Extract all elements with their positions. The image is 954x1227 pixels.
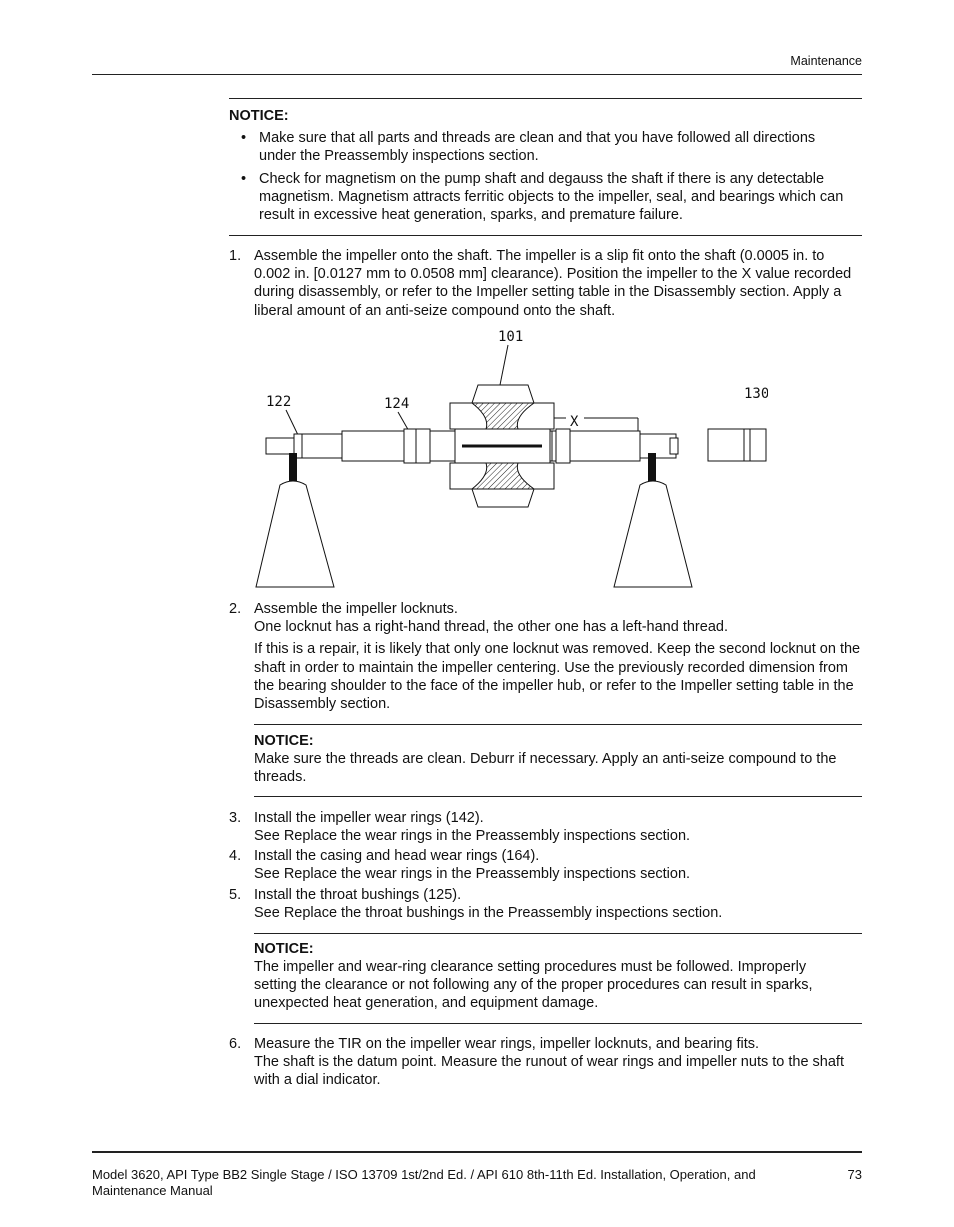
step-1 [229,247,863,320]
step-number: 6. [229,1036,242,1052]
notice-bullet-text: Make sure that all parts and threads are clean and that you have followed all directions under the Preassembly inspections section. [259,130,816,165]
notice-bullet-text: Check for magnetism on the pump shaft and degauss the shaft if there is any detectable magnetism. Magnetism attracts ferritic objects to the impeller, seal, and bearings which can result in excessive heat generation, sparks, and premature failure. [259,171,844,224]
notice-rule-top [254,933,862,934]
page-number: 73 [847,1167,862,1182]
step-number: 1. [229,248,242,264]
section-header: Maintenance [790,54,862,68]
step-text: The shaft is the datum point. Measure the runout of wear rings and impeller nuts to the shaft with a dial indicator. [254,1054,844,1089]
step-text: Install the throat bushings (125). [254,887,462,903]
notice-rule-top [254,724,862,725]
step-text: Install the casing and head wear rings (164). [254,848,540,864]
notice-title: NOTICE: [229,108,289,124]
step-number: 5. [229,887,242,903]
label-124: 124 [384,396,410,412]
footer-title: Model 3620, API Type BB2 Single Stage / ISO 13709 1st/2nd Ed. / API 610 8th-11th Ed. Installation, Operation, and Maintenance Manual [92,1167,756,1198]
step-text: Install the impeller wear rings (142). [254,810,484,826]
step-2 [229,600,863,713]
impeller-shaft-figure [250,325,775,593]
step-text: See Replace the wear rings in the Preassembly inspections section. [254,866,691,883]
header-rule [92,74,862,75]
notice-rule-top [229,98,862,99]
step-text: See Replace the throat bushings in the Preassembly inspections section. [254,905,723,922]
label-122: 122 [266,394,292,410]
dimension-x-label: X [570,414,579,430]
notice-bullet: • Check for magnetism on the pump shaft and degauss the shaft if there is any detectable magnetism. Magnetism attracts ferritic objects to the impeller, seal, and bearings which can result in excessive heat generation, sparks, and premature failure. [241,170,853,225]
step-number: 2. [229,601,242,617]
step-text: See Replace the wear rings in the Preassembly inspections section. [254,828,691,845]
step-text: Assemble the impeller onto the shaft. The impeller is a slip fit onto the shaft (0.0005 in. to 0.002 in. [0.0127 mm to 0.0508 mm] clearance). Position the impeller to the X value recorded during disassembly, or refer to the Impeller setting table in the Disassembly section. Apply a liberal amount of an anti-seize compound onto the shaft. [254,248,852,319]
step-number: 3. [229,810,242,826]
step-4 [229,847,863,883]
step-text: One locknut has a right-hand thread, the other one has a left-hand thread. [254,619,728,636]
step-number: 4. [229,848,242,864]
label-101: 101 [498,329,524,345]
footer-rule [92,1151,862,1153]
notice-rule-bottom [254,796,862,797]
step-text: If this is a repair, it is likely that only one locknut was removed. Keep the second locknut on the shaft in order to maintain the impeller centering. Use the previously recorded dimension from the bearing shoulder to the face of the impeller hub, or refer to the Impeller setting table in the Disassembly section. [254,641,861,713]
notice-rule-bottom [229,235,862,236]
notice-rule-bottom [254,1023,862,1024]
notice-title: NOTICE: [254,733,314,749]
label-130: 130 [744,386,770,402]
notice-title: NOTICE: [254,941,314,957]
step-text: Assemble the impeller locknuts. [254,601,458,617]
notice-bullet: • Make sure that all parts and threads are clean and that you have followed all directions under the Preassembly inspections section. [241,129,853,165]
notice-text: Make sure the threads are clean. Deburr if necessary. Apply an anti-seize compound to the threads. [254,751,837,786]
notice-text: The impeller and wear-ring clearance setting procedures must be followed. Improperly setting the clearance or not following any of the proper procedures can result in sparks, unexpected heat generation, and equipment damage. [254,959,813,1012]
step-text: Measure the TIR on the impeller wear rings, impeller locknuts, and bearing fits. [254,1036,760,1052]
step-3 [229,809,863,845]
step-5 [229,886,863,922]
step-6 [229,1035,863,1090]
